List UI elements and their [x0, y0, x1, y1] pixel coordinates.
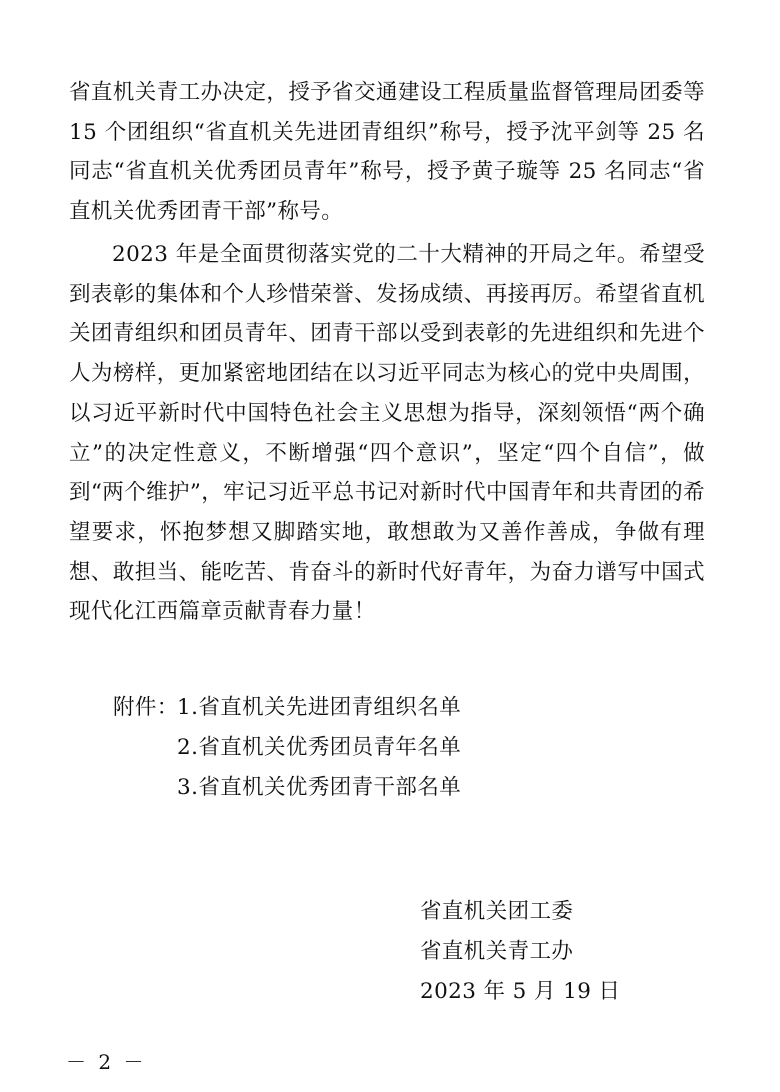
attachments-list: [113, 688, 461, 808]
attachments-label: 附件：: [113, 695, 179, 720]
signature-date: 2023 年 5 月 19 日: [420, 979, 621, 1004]
signature-org-1: 省直机关团工委: [420, 899, 574, 924]
attachment-item: [113, 728, 461, 768]
body-paragraph-1: 省直机关青工办决定，授予省交通建设工程质量监督管理局团委等 15 个团组织“省直机关先进团青组织”称号，授予沈平剑等 25 名同志“省直机关优秀团员青年”称号，授予黄子璇等 25 名同志“省直机关优秀团青干部”称号。: [69, 80, 705, 225]
page-number: － 2 －: [66, 1050, 147, 1074]
attachment-item-1: 1.省直机关先进团青组织名单: [177, 695, 462, 720]
signature-block: [420, 892, 620, 1012]
body-paragraph-2: 2023 年是全面贯彻落实党的二十大精神的开局之年。希望受到表彰的集体和个人珍惜荣誉、发扬成绩、再接再厉。希望省直机关团青组织和团员青年、团青干部以受到表彰的先进组织和先进个人为榜样，更加紧密地团结在以习近平同志为核心的党中央周围，以习近平新时代中国特色社会主义思想为指导，深刻领悟“两个确立”的决定性意义，不断增强“四个意识”，坚定“四个自信”，做到“两个维护”，牢记习近平总书记对新时代中国青年和共青团的希望要求，怀抱梦想又脚踏实地，敢想敢为又善作善成，争做有理想、敢担当、能吃苦、肯奋斗的新时代好青年，为奋力谱写中国式现代化江西篇章贡献青春力量！: [69, 242, 705, 625]
attachment-item: [113, 768, 461, 808]
signature-org-2: 省直机关青工办: [420, 939, 574, 964]
attachment-item-3: 3.省直机关优秀团青干部名单: [177, 775, 462, 800]
attachment-item: [113, 688, 461, 728]
attachment-item-2: 2.省直机关优秀团员青年名单: [177, 735, 462, 760]
